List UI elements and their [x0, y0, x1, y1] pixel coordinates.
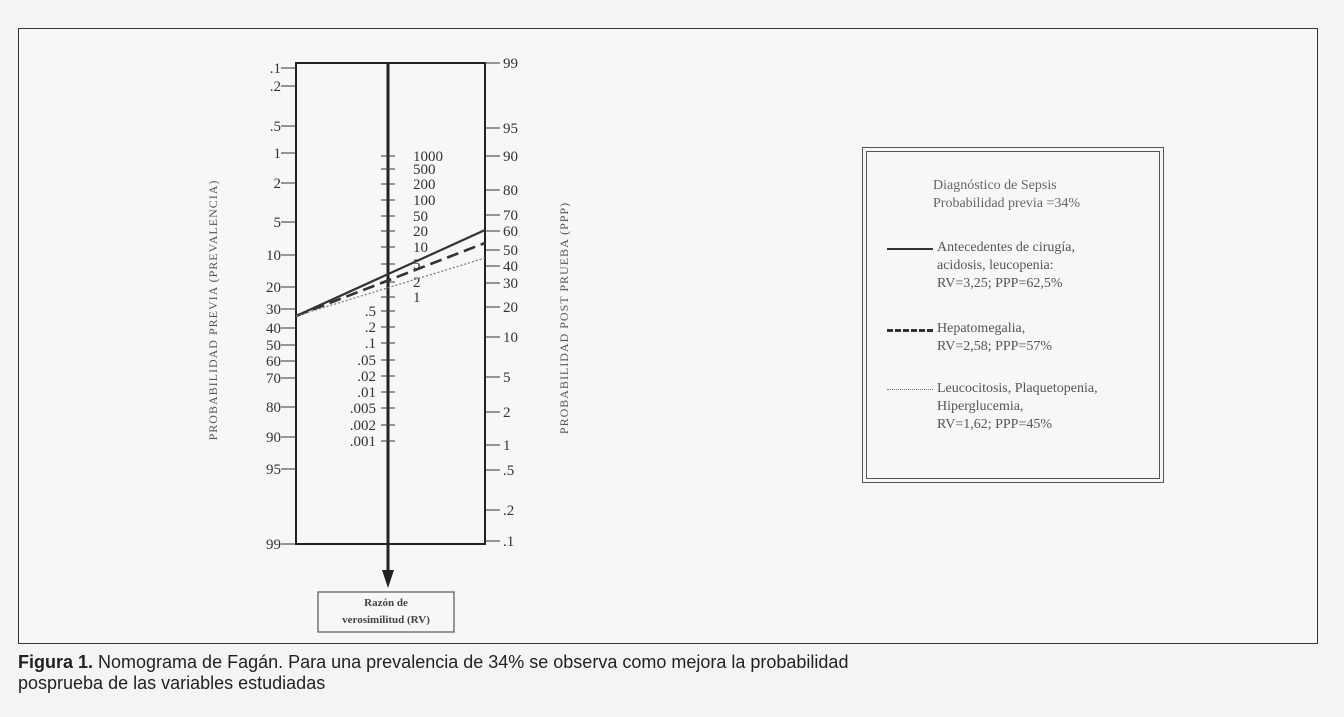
legend-entry-dotted-line3: RV=1,62; PPP=45% [937, 417, 1053, 432]
left-tick-label: 5 [273, 215, 281, 231]
left-axis-title: PROBABILIDAD PREVIA (PREVALENCIA) [206, 179, 220, 441]
right-tick-label: 40 [503, 259, 518, 275]
left-tick-label: 60 [266, 354, 281, 370]
center-tick-label: .2 [364, 320, 376, 336]
center-tick-label: .005 [349, 401, 376, 417]
legend-entry-solid-line1: Antecedentes de cirugía, [937, 240, 1075, 255]
right-tick-label: 70 [503, 208, 518, 224]
center-tick-label: 500 [413, 162, 436, 178]
right-tick-label: 60 [503, 224, 518, 240]
left-tick-label: 80 [266, 400, 281, 416]
left-tick-label: 1 [273, 146, 281, 162]
center-tick-label: 100 [413, 193, 436, 209]
caption-line1 [18, 652, 1318, 673]
center-tick-label: 10 [413, 240, 428, 256]
legend-title [933, 177, 1080, 213]
left-tick-label: 99 [266, 537, 281, 553]
center-tick-label: .1 [364, 336, 376, 352]
caption-line2: posprueba de las variables estudiadas [18, 673, 326, 693]
right-tick-label: 95 [503, 121, 518, 137]
center-tick-label: 2 [413, 275, 421, 291]
left-axis-ticks [266, 61, 296, 553]
right-tick-label: 50 [503, 243, 518, 259]
line-dotted [296, 258, 485, 316]
line-dashed [296, 243, 485, 316]
caption-label: Figura 1. [18, 652, 94, 672]
legend-swatch-dashed [887, 329, 933, 332]
left-tick-label: 90 [266, 430, 281, 446]
right-tick-label: .2 [503, 503, 515, 519]
left-tick-label: 50 [266, 338, 281, 354]
right-tick-label: 2 [503, 405, 511, 421]
left-tick-label: 30 [266, 302, 281, 318]
figure-caption [18, 652, 1318, 694]
right-axis-title: PROBABILIDAD POST PRUEBA (PPP) [557, 201, 571, 435]
center-tick-label: 5 [413, 257, 421, 273]
left-tick-label: .1 [269, 61, 281, 77]
legend-title-line2: Probabilidad previa =34% [933, 196, 1081, 211]
right-tick-label: 1 [503, 438, 511, 454]
right-tick-label: 20 [503, 300, 518, 316]
center-tick-label: .5 [364, 304, 376, 320]
center-tick-label: .05 [357, 353, 376, 369]
left-tick-label: 2 [273, 176, 281, 192]
left-tick-label: .2 [269, 79, 281, 95]
right-tick-label: .1 [503, 534, 515, 550]
legend-inner-border [866, 151, 1160, 479]
left-tick-label: 20 [266, 280, 281, 296]
right-tick-label: 30 [503, 276, 518, 292]
legend-entry-dotted-line2: Hiperglucemia, [937, 399, 1024, 414]
legend-entry-dashed-line1: Hepatomegalia, [937, 321, 1026, 336]
right-axis-ticks [485, 56, 518, 550]
right-tick-label: .5 [503, 463, 515, 479]
right-tick-label: 90 [503, 149, 518, 165]
left-tick-label: 40 [266, 321, 281, 337]
legend-entry-solid-line2: acidosis, leucopenia: [937, 258, 1054, 273]
caption-text: Nomograma de Fagán. Para una prevalencia de 34% se observa como mejora la probabilidad [93, 652, 849, 672]
center-tick-label: .001 [349, 434, 376, 450]
center-tick-label: .02 [357, 369, 376, 385]
center-tick-label: .002 [349, 418, 376, 434]
right-tick-label: 99 [503, 56, 518, 72]
center-axis-arrow [382, 570, 394, 588]
line-solid [296, 230, 485, 316]
legend-entry-dashed-line2: RV=2,58; PPP=57% [937, 339, 1053, 354]
legend-swatch-solid [887, 248, 933, 250]
left-tick-label: 70 [266, 371, 281, 387]
center-tick-label: 1 [413, 290, 421, 306]
center-tick-label: .01 [357, 385, 376, 401]
center-axis-ticks [350, 149, 443, 450]
right-tick-label: 5 [503, 370, 511, 386]
legend-entry-dotted-line1: Leucocitosis, Plaquetopenia, [937, 381, 1098, 396]
center-tick-label: 200 [413, 177, 436, 193]
legend-title-line1: Diagnóstico de Sepsis [933, 178, 1057, 193]
center-tick-label: 1000 [413, 149, 443, 165]
legend-entry-solid-line3: RV=3,25; PPP=62,5% [937, 276, 1063, 291]
center-axis-label-line2: verosimilitud (RV) [342, 614, 430, 626]
right-tick-label: 80 [503, 183, 518, 199]
left-tick-label: 95 [266, 462, 281, 478]
right-tick-label: 10 [503, 330, 518, 346]
center-tick-label: 50 [413, 209, 428, 225]
left-tick-label: .5 [269, 119, 281, 135]
legend-swatch-dotted [887, 389, 933, 390]
center-tick-label: 20 [413, 224, 428, 240]
left-tick-label: 10 [266, 248, 281, 264]
center-axis-label-line1: Razón de [364, 597, 408, 609]
legend-box [862, 147, 1164, 483]
